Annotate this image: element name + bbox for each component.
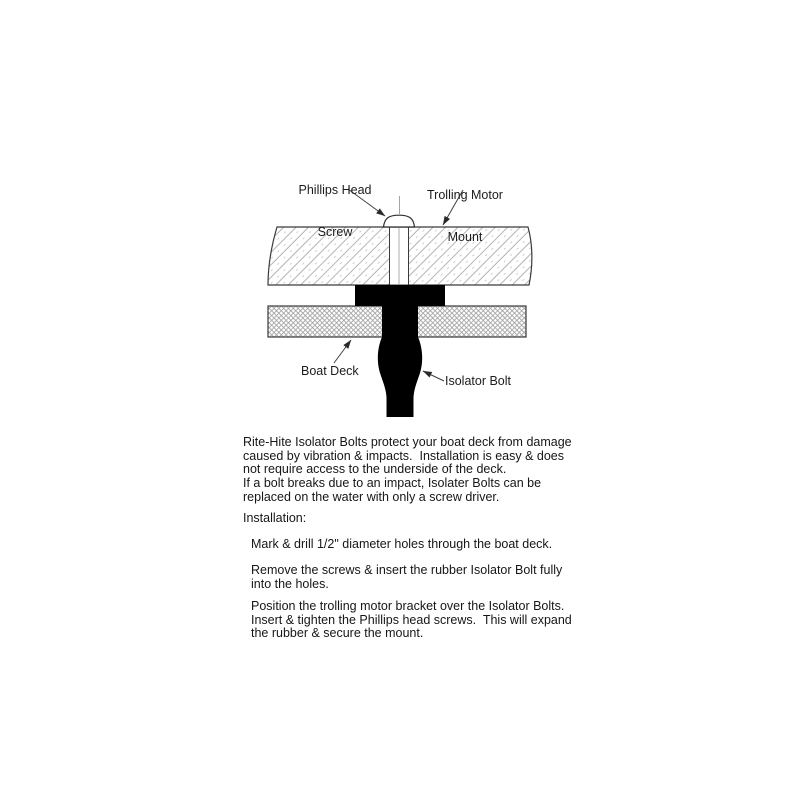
step-line: Mark & drill 1/2" diameter holes through the boat deck. [251,537,553,551]
intro-line: replaced on the water with only a screw driver. [243,489,500,504]
step-line: Remove the screws & insert the rubber Isolator Bolt fully [251,563,563,577]
heading-text: Installation: [243,511,307,525]
leader-isolator-bolt [423,371,444,381]
intro-line: Rite-Hite Isolator Bolts protect your boat deck from damage [243,435,572,449]
leader-boat-deck [334,340,351,363]
installation-step-2 [251,564,562,591]
step-line: into the holes. [251,576,329,591]
step-line: the rubber & secure the mount. [251,626,424,641]
label-phillips-head-screw [275,157,395,267]
step-line: Insert & tighten the Phillips head screws. This will expand [251,612,572,627]
intro-line: caused by vibration & impacts. Installation is easy & does [243,448,564,463]
installation-heading [243,512,306,526]
label-line: Phillips Head [298,183,372,198]
isolator-bolt-body [355,285,445,417]
label-line: Mount [447,229,483,244]
installation-step-3 [251,600,572,641]
label-trolling-motor-mount [405,162,525,272]
label-isolator-bolt: Isolator Bolt [445,374,512,388]
installation-step-1 [251,538,552,552]
label-boat-deck: Boat Deck [301,364,359,378]
step-line: Position the trolling motor bracket over the Isolator Bolts. [251,599,565,613]
intro-paragraph [243,436,572,505]
label-line: Screw [317,224,353,239]
label-line: Trolling Motor [427,188,503,203]
intro-line: not require access to the underside of the deck. [243,462,507,477]
intro-line: If a bolt breaks due to an impact, Isolater Bolts can be [243,476,542,491]
